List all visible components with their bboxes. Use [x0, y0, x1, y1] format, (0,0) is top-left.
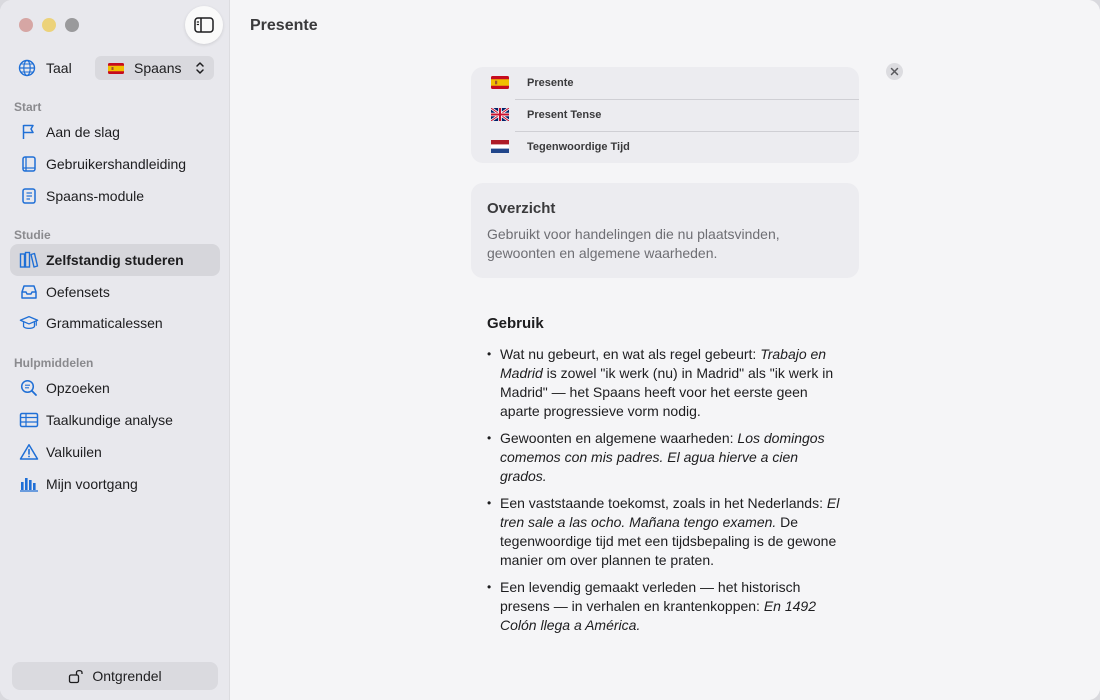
- list-item: • Gewoonten en algemene waarheden: Los domingos comemos con mis padres. El agua hierve a cien grados.: [487, 429, 847, 486]
- sidebar-item-mijn-voortgang[interactable]: [10, 468, 220, 500]
- sidebar-item-opzoeken[interactable]: [10, 372, 220, 404]
- sidebar-item-label: Taalkundige analyse: [46, 412, 173, 428]
- language-select[interactable]: [95, 56, 214, 80]
- spain-flag-icon: [108, 63, 124, 74]
- netherlands-flag-icon: [491, 140, 509, 153]
- sidebar-item-taalkundige-analyse[interactable]: [10, 404, 220, 436]
- section-title-hulpmiddelen: Hulpmiddelen: [14, 356, 94, 370]
- sidebar-item-label: Spaans-module: [46, 188, 145, 204]
- translation-text: Present Tense: [527, 109, 602, 121]
- table-icon: [19, 410, 39, 430]
- minimize-window-button[interactable]: [42, 18, 56, 32]
- close-icon: [890, 67, 899, 76]
- tray-icon: [19, 282, 39, 302]
- sidebar-item-valkuilen[interactable]: [10, 436, 220, 468]
- translation-text: Presente: [527, 77, 574, 89]
- bar-chart-icon: [19, 474, 39, 494]
- sidebar-item-oefensets[interactable]: [10, 276, 220, 308]
- list-item: • Een levendig gemaakt verleden — het historisch presens — in verhalen en krantenkoppen: En 1492 Colón llega a América.: [487, 578, 847, 635]
- usage-list: [487, 345, 847, 635]
- language-row: [18, 56, 213, 80]
- flag-icon: [19, 122, 39, 142]
- sidebar-item-zelfstandig-studeren[interactable]: [10, 244, 220, 276]
- unlock-button[interactable]: [12, 662, 218, 690]
- usage-section: [487, 315, 847, 643]
- sidebar-item-label: Aan de slag: [46, 124, 120, 140]
- zoom-window-button[interactable]: [65, 18, 79, 32]
- overview-text: Gebruikt voor handelingen die nu plaatsvinden, gewoonten en algemene waarheden.: [487, 226, 780, 261]
- translation-row-dutch: [471, 131, 859, 163]
- sidebar-item-label: Zelfstandig studeren: [46, 252, 184, 268]
- sidebar-item-spaans-module[interactable]: [10, 180, 220, 212]
- uk-flag-icon: [491, 108, 509, 121]
- sidebar-item-label: Opzoeken: [46, 380, 110, 396]
- sidebar-item-label: Grammaticalessen: [46, 315, 163, 331]
- section-title-start: Start: [14, 100, 42, 114]
- page-title: Presente: [250, 17, 318, 34]
- sidebar-icon: [194, 17, 214, 33]
- main-content: [230, 0, 1100, 700]
- sidebar-item-grammaticalessen[interactable]: [10, 307, 220, 339]
- translation-row-spanish: [471, 67, 859, 99]
- book-closed-icon: [19, 186, 39, 206]
- language-value: Spaans: [134, 60, 182, 76]
- spain-flag-icon: [491, 76, 509, 89]
- unlock-label: Ontgrendel: [92, 668, 162, 684]
- warning-icon: [19, 442, 39, 462]
- list-item: • Wat nu gebeurt, en wat als regel gebeurt: Trabajo en Madrid is zowel "ik werk (nu) in Madrid" als "ik werk in Madrid" — het Spaans heeft voor het eerste geen aparte progressieve vorm nodig.: [487, 345, 847, 421]
- overview-card: [471, 183, 859, 278]
- search-text-icon: [19, 378, 39, 398]
- unlock-icon: [68, 668, 84, 684]
- sidebar-item-label: Oefensets: [46, 284, 110, 300]
- sidebar-item-aan-de-slag[interactable]: [10, 116, 220, 148]
- close-window-button[interactable]: [19, 18, 33, 32]
- chevron-up-down-icon: [195, 60, 205, 76]
- books-icon: [19, 250, 39, 270]
- sidebar-item-label: Valkuilen: [46, 444, 102, 460]
- graduation-cap-icon: [19, 313, 39, 333]
- sidebar-item-label: Gebruikershandleiding: [46, 156, 187, 172]
- sidebar: [0, 0, 230, 700]
- list-item: • Een vaststaande toekomst, zoals in het Nederlands: El tren sale a las ocho. Mañana tengo examen. De tegenwoordige tijd met een tijdsbepaling is de gewone manier om over plannen te praten.: [487, 494, 847, 570]
- overview-heading: Overzicht: [487, 200, 556, 217]
- sidebar-toggle-button[interactable]: [185, 6, 223, 44]
- sidebar-item-gebruikershandleiding[interactable]: [10, 148, 220, 180]
- translation-text: Tegenwoordige Tijd: [527, 141, 630, 153]
- book-icon: [19, 154, 39, 174]
- sidebar-item-label: Mijn voortgang: [46, 476, 138, 492]
- language-label: Taal: [46, 60, 72, 76]
- usage-heading: Gebruik: [487, 315, 544, 332]
- close-button[interactable]: [886, 63, 903, 80]
- globe-icon: [18, 59, 36, 77]
- translations-card: [471, 67, 859, 163]
- translation-row-english: [471, 99, 859, 131]
- section-title-studie: Studie: [14, 228, 51, 242]
- window-controls: [19, 18, 79, 32]
